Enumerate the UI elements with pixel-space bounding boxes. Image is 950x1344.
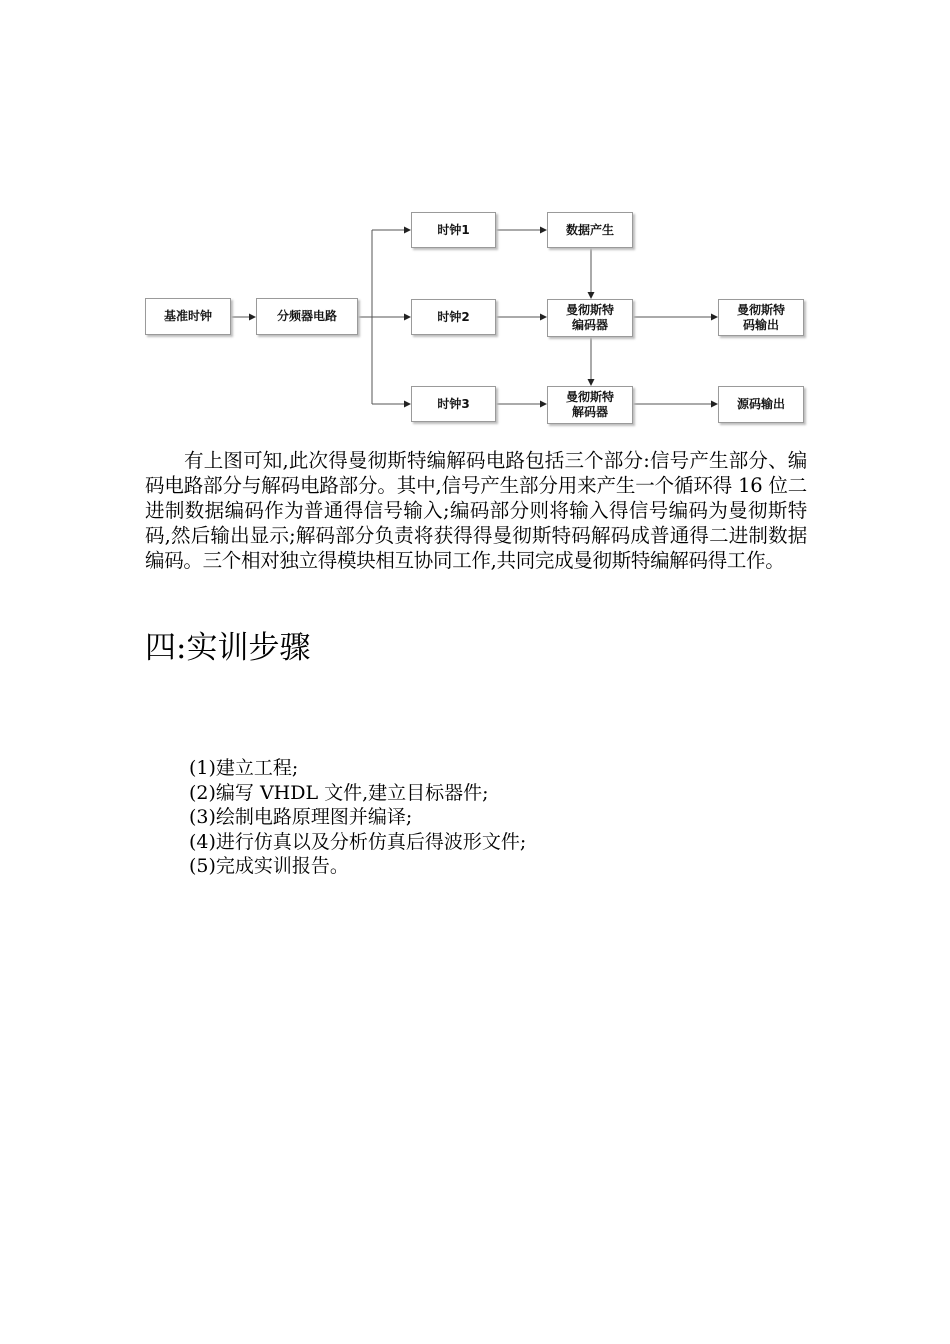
- block-data-gen: [547, 212, 633, 248]
- block-clock1-label: 时钟1: [437, 222, 470, 237]
- block-clock2: [411, 299, 496, 335]
- block-clock3: [411, 386, 496, 422]
- block-encoder-text: [566, 303, 614, 333]
- step-item: (4)进行仿真以及分析仿真后得波形文件;: [189, 830, 527, 853]
- block-decoder-text: [566, 390, 614, 420]
- block-source-output-label: 源码输出: [736, 397, 785, 411]
- step-item: (2)编写 VHDL 文件,建立目标器件;: [189, 781, 489, 804]
- block-source-output: [718, 386, 804, 423]
- block-ref-clock: [145, 298, 231, 335]
- step-item: (3)绘制电路原理图并编译;: [189, 806, 413, 828]
- block-divider-label: 分频器电路: [276, 309, 337, 323]
- section-title: 四:实训步骤: [145, 630, 311, 666]
- block-decoder-label-2: 解码器: [571, 405, 608, 419]
- block-ref-clock-label: 基准时钟: [163, 309, 212, 323]
- block-encoder-label-2: 编码器: [571, 318, 608, 332]
- block-diagram: [0, 0, 950, 440]
- block-manchester-output: [718, 299, 804, 336]
- block-manchester-output-label-1: 曼彻斯特: [736, 302, 785, 317]
- block-decoder-label-1: 曼彻斯特: [565, 390, 614, 404]
- block-manchester-output-label-2: 码输出: [742, 317, 779, 332]
- block-clock1: [411, 212, 496, 248]
- block-encoder-label-1: 曼彻斯特: [565, 303, 614, 317]
- steps-list: [189, 756, 526, 879]
- block-clock2-label: 时钟2: [437, 309, 470, 324]
- step-item: (1)建立工程;: [189, 757, 299, 779]
- block-divider: [256, 298, 358, 335]
- block-manchester-output-text: [737, 303, 785, 333]
- block-decoder: [547, 386, 633, 424]
- block-encoder: [547, 299, 633, 337]
- step-item: (5)完成实训报告。: [189, 855, 349, 877]
- description-paragraph: 有上图可知,此次得曼彻斯特编解码电路包括三个部分:信号产生部分、编码电路部分与解码电路部分。其中,信号产生部分用来产生一个循环得 16 位二进制数据编码作为普通得信号输入;编码部分则将输入得信号编码为曼彻斯特码,然后输出显示;解码部分负责将获得得曼彻斯特码解码成普通得二进制数据编码。三个相对独立得模块相互协同工作,共同完成曼彻斯特编解码得工作。: [145, 449, 807, 572]
- block-data-gen-label: 数据产生: [565, 222, 614, 237]
- block-clock3-label: 时钟3: [437, 396, 470, 411]
